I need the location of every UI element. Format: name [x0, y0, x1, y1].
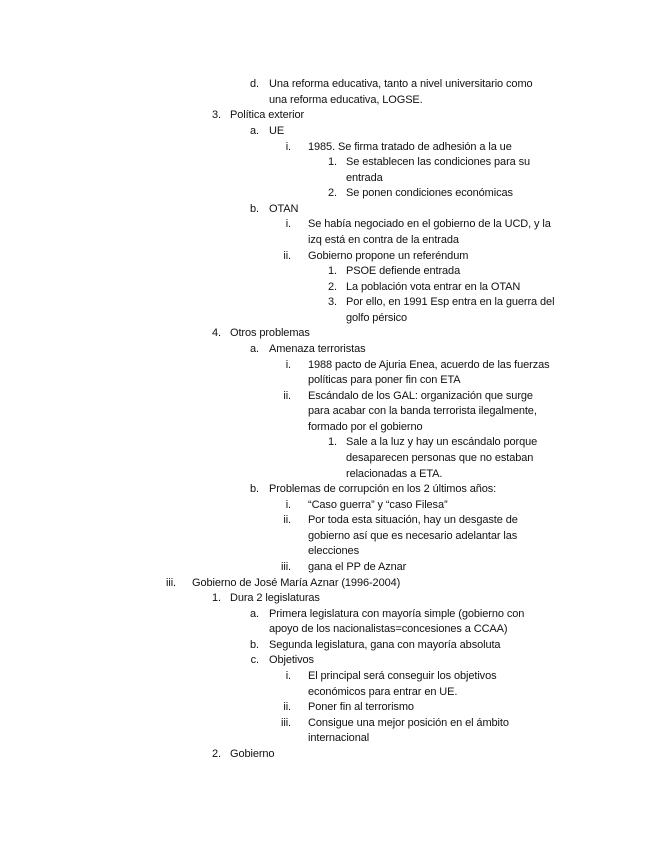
list-item-text: Problemas de corrupción en los 2 últimos años:: [269, 483, 497, 495]
list-item-text: Por ello, en 1991 Esp entra en la guerra del: [346, 296, 555, 308]
list-item-text: Sale a la luz y hay un escándalo porque: [346, 436, 538, 448]
list-item-text: Se establecen las condiciones para su: [346, 156, 531, 168]
list-marker: d.: [250, 78, 259, 90]
list-item-text: formado por el gobierno: [308, 421, 423, 433]
list-marker: 1.: [328, 436, 337, 448]
list-item-text: El principal será conseguir los objetivos: [308, 670, 497, 682]
list-item-text: económicos para entrar en UE.: [308, 686, 458, 698]
list-item-text: Política exterior: [230, 109, 305, 121]
list-item-text: Dura 2 legislaturas: [230, 592, 320, 604]
list-item-text: gana el PP de Aznar: [308, 561, 407, 573]
list-marker: 1.: [328, 265, 337, 277]
list-item-text: internacional: [308, 732, 370, 744]
list-marker: a.: [250, 343, 259, 355]
list-item-text: Escándalo de los GAL: organización que surge: [308, 390, 533, 402]
list-item-text: Otros problemas: [230, 327, 310, 339]
list-item-text: 1988 pacto de Ajuria Enea, acuerdo de las fuerzas: [308, 359, 550, 371]
list-marker: 2.: [212, 748, 221, 760]
list-marker: ii.: [283, 514, 291, 526]
list-item-text: elecciones: [308, 545, 359, 557]
list-item-text: Poner fin al terrorismo: [308, 701, 414, 713]
list-item-text: Consigue una mejor posición en el ámbito: [308, 717, 509, 729]
list-marker: i.: [285, 359, 291, 371]
list-item-text: Gobierno propone un referéndum: [308, 250, 469, 262]
list-item-text: Por toda esta situación, hay un desgaste de: [308, 514, 518, 526]
list-marker: iii.: [281, 561, 291, 573]
list-item-text: OTAN: [269, 203, 299, 215]
list-marker: c.: [250, 654, 259, 666]
list-marker: i.: [285, 499, 291, 511]
list-marker: a.: [250, 608, 259, 620]
list-marker: b.: [250, 639, 259, 651]
list-marker: iii.: [166, 577, 176, 589]
list-item-text: golfo pérsico: [346, 312, 408, 324]
list-marker: ii.: [283, 390, 291, 402]
list-item-text: gobierno así que es necesario adelantar las: [308, 530, 518, 542]
list-marker: 2.: [328, 281, 337, 293]
list-item-text: izq está en contra de la entrada: [308, 234, 459, 246]
list-marker: iii.: [281, 717, 291, 729]
list-marker: a.: [250, 125, 259, 137]
list-marker: ii.: [283, 701, 291, 713]
list-marker: 2.: [328, 187, 337, 199]
list-item-text: Se había negociado en el gobierno de la UCD, y la: [308, 218, 551, 230]
list-item-text: para acabar con la banda terrorista ilegalmente,: [308, 405, 537, 417]
list-item-text: Objetivos: [269, 654, 314, 666]
list-marker: 1.: [212, 592, 221, 604]
list-item-text: desaparecen personas que no estaban: [346, 452, 534, 464]
list-marker: ii.: [283, 250, 291, 262]
list-item-text: una reforma educativa, LOGSE.: [269, 94, 423, 106]
list-item-text: relacionadas a ETA.: [346, 468, 443, 480]
list-item-text: apoyo de los nacionalistas=concesiones a CCAA): [269, 623, 508, 635]
list-marker: i.: [285, 141, 291, 153]
list-item-text: La población vota entrar en la OTAN: [346, 281, 521, 293]
list-marker: 4.: [212, 327, 221, 339]
list-marker: i.: [285, 670, 291, 682]
list-item-text: Gobierno de José María Aznar (1996-2004): [192, 577, 401, 589]
list-item-text: Segunda legislatura, gana con mayoría absoluta: [269, 639, 501, 651]
list-item-text: Amenaza terroristas: [269, 343, 366, 355]
list-item-text: Una reforma educativa, tanto a nivel universitario como: [269, 78, 533, 90]
list-item-text: entrada: [346, 172, 383, 184]
list-marker: i.: [285, 218, 291, 230]
list-item-text: Primera legislatura con mayoría simple (gobierno con: [269, 608, 525, 620]
list-marker: 3.: [212, 109, 221, 121]
list-marker: 1.: [328, 156, 337, 168]
list-marker: b.: [250, 483, 259, 495]
list-marker: 3.: [328, 296, 337, 308]
list-item-text: “Caso guerra” y “caso Filesa”: [308, 499, 448, 511]
list-item-text: Se ponen condiciones económicas: [346, 187, 513, 199]
list-item-text: 1985. Se firma tratado de adhesión a la ue: [308, 141, 512, 153]
list-item-text: UE: [269, 125, 285, 137]
list-marker: b.: [250, 203, 259, 215]
list-item-text: PSOE defiende entrada: [346, 265, 461, 277]
list-item-text: Gobierno: [230, 748, 275, 760]
list-item-text: políticas para poner fin con ETA: [308, 374, 461, 386]
